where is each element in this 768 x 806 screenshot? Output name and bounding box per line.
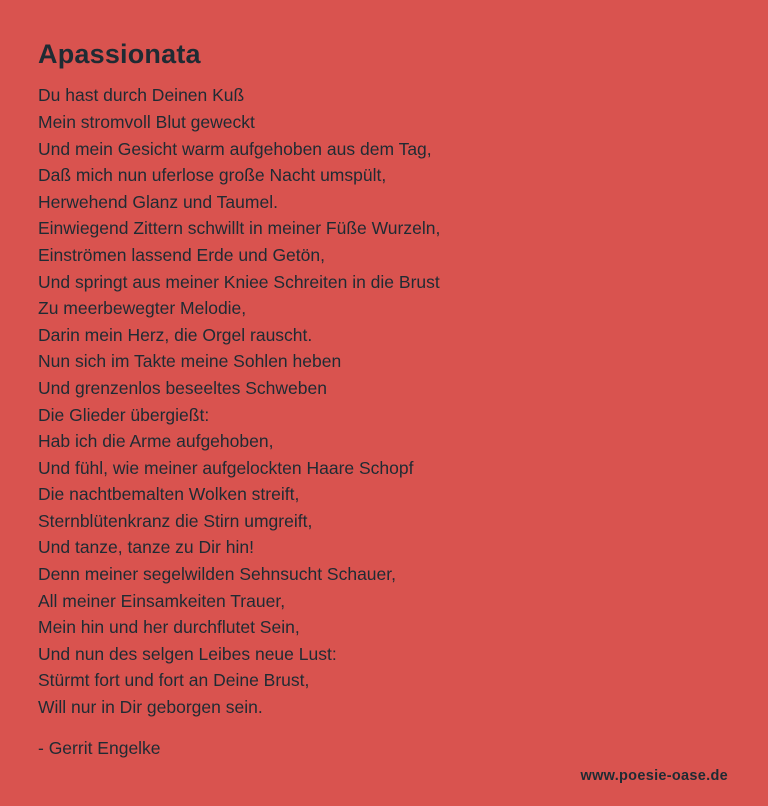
poem-line: Zu meerbewegter Melodie, [38, 298, 247, 319]
poem-body [38, 82, 728, 720]
poem-line: Darin mein Herz, die Orgel rauscht. [38, 324, 313, 345]
poem-line: Mein hin und her durchflutet Sein, [38, 617, 300, 638]
poem-line: Denn meiner segelwilden Sehnsucht Schauer, [38, 564, 396, 585]
poem-line: Und nun des selgen Leibes neue Lust: [38, 643, 337, 664]
site-credit: www.poesie-oase.de [580, 768, 728, 784]
poem-line: Herwehend Glanz und Taumel. [38, 191, 278, 212]
poem-line: Sternblütenkranz die Stirn umgreift, [38, 510, 313, 531]
poem-line: All meiner Einsamkeiten Trauer, [38, 590, 286, 611]
poem-line: Daß mich nun uferlose große Nacht umspült, [38, 165, 387, 186]
poem-line: Und springt aus meiner Kniee Schreiten in die Brust [38, 271, 440, 292]
page-title: Apassionata [38, 39, 201, 69]
poem-line: Und grenzenlos beseeltes Schweben [38, 377, 327, 398]
poem-line: Mein stromvoll Blut geweckt [38, 111, 255, 132]
poem-line: Einströmen lassend Erde und Getön, [38, 244, 325, 265]
poem-author: - Gerrit Engelke [38, 737, 161, 758]
poem-line: Hab ich die Arme aufgehoben, [38, 431, 274, 452]
poem-line: Und fühl, wie meiner aufgelockten Haare Schopf [38, 457, 414, 478]
poem-line: Und tanze, tanze zu Dir hin! [38, 537, 254, 558]
poem-line: Die Glieder übergießt: [38, 404, 210, 425]
poem-line: Die nachtbemalten Wolken streift, [38, 484, 300, 505]
poem-line: Stürmt fort und fort an Deine Brust, [38, 670, 310, 691]
poem-line: Nun sich im Takte meine Sohlen heben [38, 351, 342, 372]
poem-line: Und mein Gesicht warm aufgehoben aus dem Tag, [38, 138, 432, 159]
poem-line: Einwiegend Zittern schwillt in meiner Füße Wurzeln, [38, 218, 441, 239]
poem-line: Will nur in Dir geborgen sein. [38, 697, 263, 718]
poem-line: Du hast durch Deinen Kuß [38, 85, 245, 106]
